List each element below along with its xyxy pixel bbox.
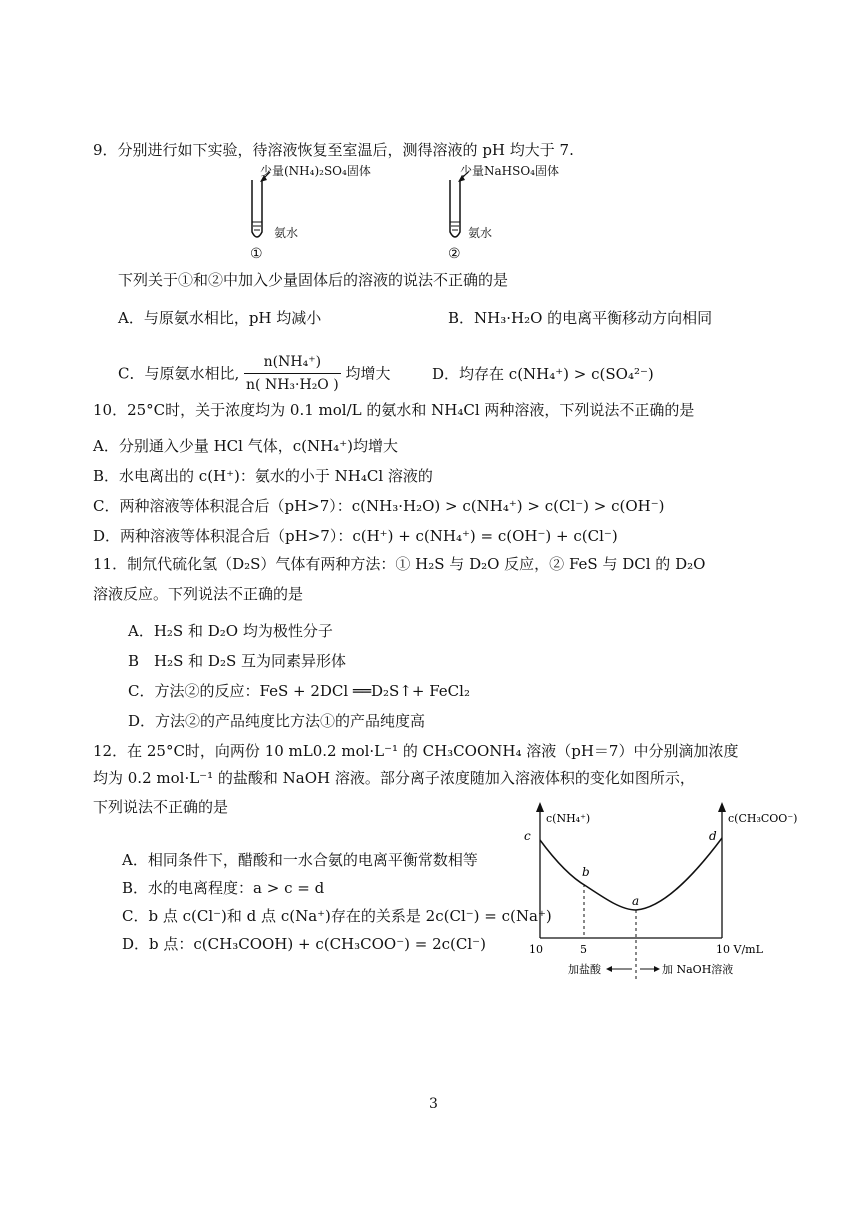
q9-option-b: B．NH₃·H₂O 的电离平衡移动方向相同 [448, 309, 713, 327]
q11-option-a: A．H₂S 和 D₂O 均为极性分子 [128, 622, 333, 640]
point-c-label: c [524, 829, 531, 843]
point-a-label: a [632, 894, 640, 908]
arrow-right-head [654, 966, 660, 972]
tube-1-marker: ① [250, 246, 263, 262]
test-tube-2 [438, 162, 598, 267]
q11-stem-line1: 11．制氘代硫化氢（D₂S）气体有两种方法：① H₂S 与 D₂O 反应，② FeS 与 DCl 的 D₂O [93, 555, 706, 573]
q10-option-d: D．两种溶液等体积混合后（pH>7）：c(H⁺) + c(NH₄⁺) = c(OH⁻) + c(Cl⁻) [93, 527, 618, 545]
q12-option-b: B．水的电离程度：a > c = d [122, 879, 325, 897]
q10-option-b: B．水电离出的 c(H⁺)：氨水的小于 NH₄Cl 溶液的 [93, 467, 433, 485]
q10-option-c: C．两种溶液等体积混合后（pH>7）：c(NH₃·H₂O) > c(NH₄⁺) > c(Cl⁻) > c(OH⁻) [93, 497, 665, 515]
q12-stem-line1: 12．在 25°C时，向两份 10 mL0.2 mol·L⁻¹ 的 CH₃COONH₄ 溶液（pH＝7）中分别滴加浓度 [93, 742, 739, 760]
q9-option-c-suffix: 均增大 [345, 364, 391, 383]
q10-stem: 10．25°C时，关于浓度均为 0.1 mol/L 的氨水和 NH₄Cl 两种溶液，下列说法不正确的是 [93, 401, 695, 419]
q9-question: 下列关于①和②中加入少量固体后的溶液的说法不正确的是 [118, 271, 509, 289]
arrow-right-label: 加 NaOH溶液 [662, 963, 734, 976]
arrow-left-head [606, 966, 612, 972]
point-d-label: d [709, 829, 717, 843]
q10-option-a: A．分别通入少量 HCl 气体，c(NH₄⁺)均增大 [93, 437, 398, 455]
left-y-label: c(NH₄⁺) [546, 812, 591, 825]
page-number: 3 [429, 1096, 438, 1112]
x-tick-right: 10 V/mL [716, 943, 763, 956]
q11-stem-line2: 溶液反应。下列说法不正确的是 [93, 585, 304, 603]
q12-stem-line3: 下列说法不正确的是 [93, 798, 229, 816]
tube-2-marker: ② [448, 246, 461, 262]
left-y-axis-arrow [536, 802, 544, 812]
tube-2-reagent: 少量NaHSO₄固体 [460, 164, 559, 178]
concentration-curve [540, 838, 722, 910]
x-tick-left: 10 [529, 943, 543, 956]
q12-option-d: D．b 点：c(CH₃COOH) + c(CH₃COO⁻) = 2c(Cl⁻) [122, 935, 486, 953]
tube-1-reagent: 少量(NH₄)₂SO₄固体 [260, 164, 371, 178]
right-y-axis-arrow [718, 802, 726, 812]
tube-2-solution: 氨水 [468, 226, 493, 240]
q12-stem-line2: 均为 0.2 mol·L⁻¹ 的盐酸和 NaOH 溶液。部分离子浓度随加入溶液体积的变化如图所示， [93, 769, 695, 787]
q9-option-c-prefix: C．与原氨水相比, [118, 364, 240, 383]
test-tube-1 [240, 162, 380, 267]
ion-concentration-graph [512, 798, 812, 983]
point-b-label: b [582, 865, 590, 879]
x-tick-mid: 5 [580, 943, 587, 956]
q9-option-a: A．与原氨水相比，pH 均减小 [118, 309, 322, 327]
arrow-left-label: 加盐酸 [568, 963, 601, 976]
q11-option-b: B H₂S 和 D₂S 互为同素异形体 [128, 652, 347, 670]
q11-option-c: C．方法②的反应：FeS + 2DCl ══D₂S↑+ FeCl₂ [128, 682, 470, 700]
q9-option-c-fraction [244, 351, 341, 396]
right-y-label: c(CH₃COO⁻) [728, 812, 798, 825]
q11-option-d: D．方法②的产品纯度比方法①的产品纯度高 [128, 712, 426, 730]
q9-option-c [118, 351, 391, 396]
tube-1-solution: 氨水 [274, 226, 299, 240]
fraction-denominator: n( NH₃·H₂O ) [246, 377, 339, 393]
q12-option-c: C．b 点 c(Cl⁻)和 d 点 c(Na⁺)存在的关系是 2c(Cl⁻) = c(Na⁺) [122, 907, 552, 925]
fraction-numerator: n(NH₄⁺) [244, 351, 341, 374]
q12-option-a: A．相同条件下，醋酸和一水合氨的电离平衡常数相等 [122, 851, 478, 869]
q9-option-d: D．均存在 c(NH₄⁺) > c(SO₄²⁻) [432, 365, 654, 383]
q9-stem: 9．分别进行如下实验，待溶液恢复至室温后，测得溶液的 pH 均大于 7. [93, 141, 574, 159]
